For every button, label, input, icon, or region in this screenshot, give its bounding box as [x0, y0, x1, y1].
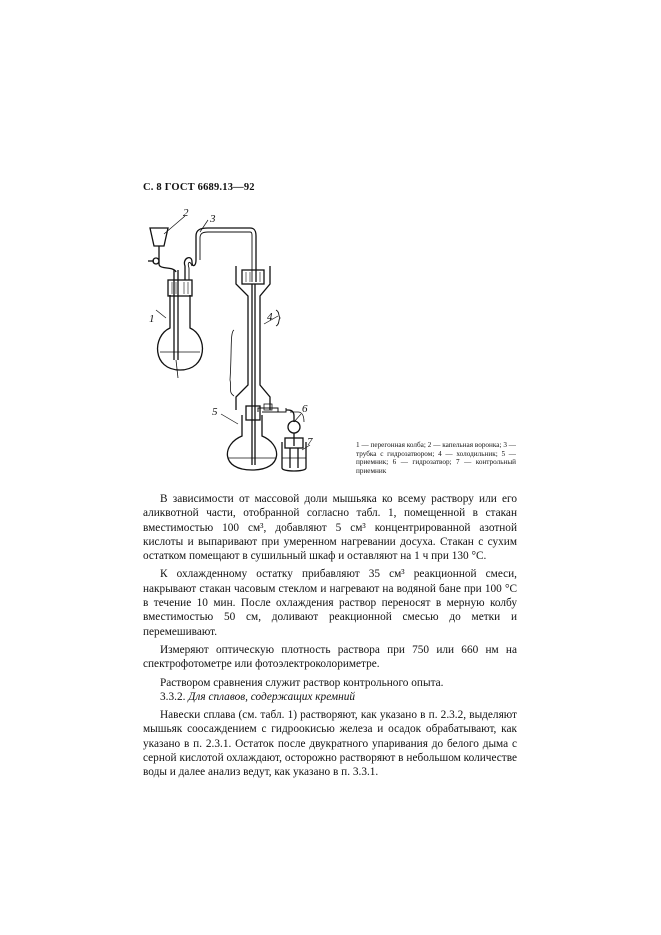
flask-1: [158, 295, 203, 370]
label-6: 6: [302, 403, 308, 415]
dropping-funnel-2: [150, 228, 168, 246]
label-5: 5: [212, 406, 218, 418]
figure-legend: 1 — перегонная колба; 2 — капельная воронка; 3 — трубка с гидрозатвором; 4 — холодильник; 5 — приемник; 6 — гидрозатвор; 7 — контрольный приемник: [356, 441, 516, 475]
hydraulic-seal-6: [288, 421, 300, 433]
paragraph: В зависимости от массовой доли мышьяка ко всему раствору или его аликвотной части, отобранной согласно табл. 1, помещенной в стакан вместимостью 100 см³, добавляют 5 см³ концентрированной азотной кислоты и выпаривают при умеренном нагревании досуха. Стакан с сухим остатком помещают в сушильный шкаф и оставляют на 1 ч при 130 °С.: [143, 493, 517, 563]
label-3: 3: [210, 213, 216, 225]
tube-3: [184, 228, 256, 282]
label-2: 2: [183, 207, 189, 219]
distillation-apparatus-figure: [130, 200, 400, 480]
paragraph: Навески сплава (см. табл. 1) растворяют, как указано в п. 2.3.2, выделяют мышьяк соосаждением с гидроокисью железа и осадок обрабатывают, как указано в п. 2.3.1. Остаток после двукратного упаривания до белого дыма с серной кислотой охлаждают, осторожно растворяют в небольшом количестве воды и далее анализ ведут, как указано в п. 3.3.1.: [143, 709, 517, 779]
paragraph: Раствором сравнения служит раствор контрольного опыта.: [160, 676, 444, 689]
label-7: 7: [307, 436, 313, 448]
label-4: 4: [267, 311, 273, 323]
section-title: Для сплавов, содержащих кремний: [188, 690, 356, 703]
body-text: [143, 492, 517, 780]
paragraph: Измеряют оптическую плотность раствора при 750 или 660 нм на спектрофотометре или фотоэлектроколориметре.: [143, 643, 517, 671]
section-heading: [143, 690, 517, 704]
condenser-4: [236, 266, 270, 410]
paragraph: К охлажденному остатку прибавляют 35 см³ реакционной смеси, накрывают стакан часовым стеклом и нагревают на водяной бане при 100 °С в течение 10 мин. После охлаждения раствор переносят в мерную колбу вместимостью 50 см, доливают реакционной смесью до метки и перемешивают.: [143, 568, 517, 638]
label-1: 1: [149, 313, 155, 325]
page-header: С. 8 ГОСТ 6689.13—92: [143, 182, 255, 193]
section-number: 3.3.2.: [160, 690, 186, 703]
